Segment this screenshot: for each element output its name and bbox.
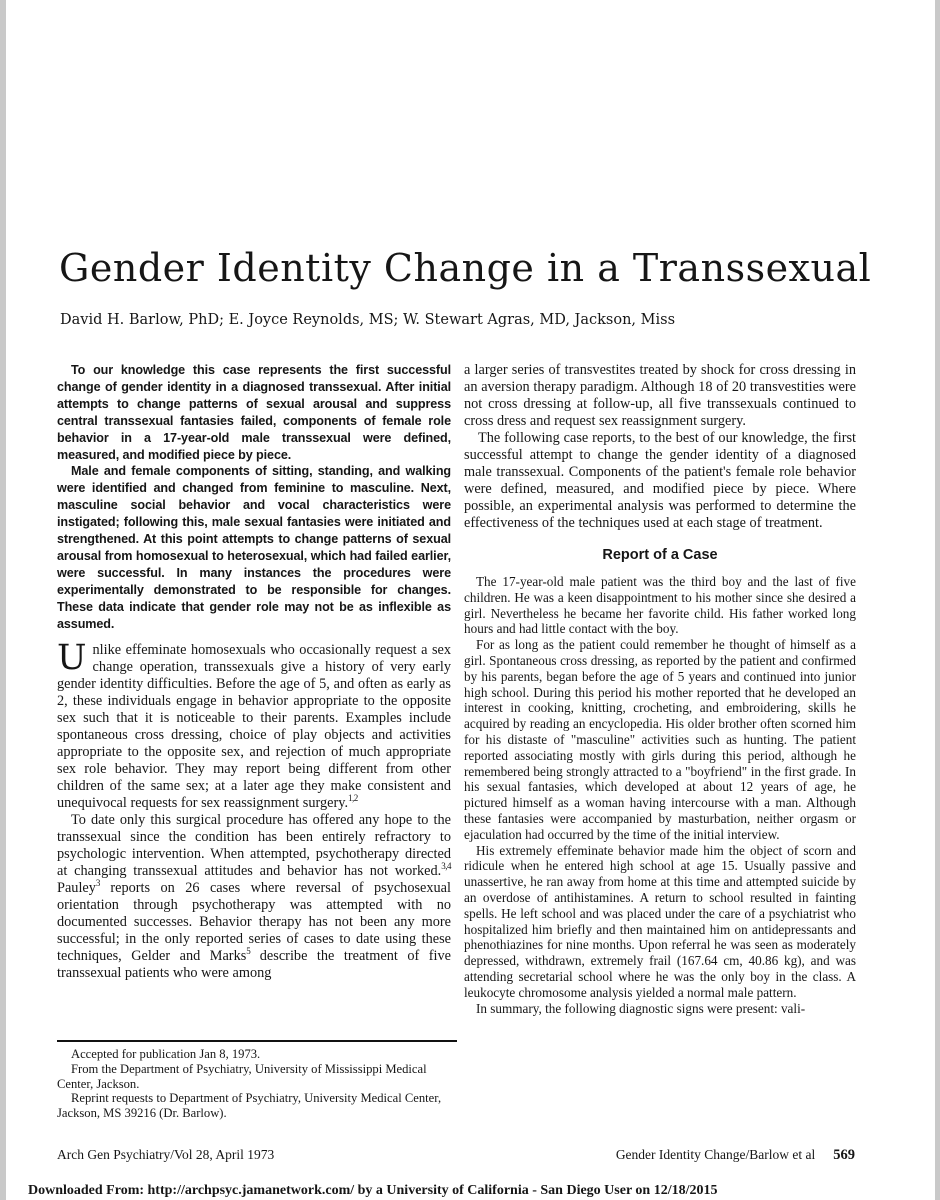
download-watermark: Downloaded From: http://archpsyc.jamanetwork.com/ by a University of California - San Diego User on 12/18/2015 <box>28 1183 718 1198</box>
abstract-paragraph-2: Male and female components of sitting, standing, and walking were identified and changed from feminine to masculine. Next, masculine social behavior and vocal characteristics were instigated; following this, male sexual fantasies were initiated and strengthened. At this point attempts to change patterns of sexual arousal from homosexual to heterosexual, which had failed earlier, were successful. In many instances the procedures were experimentally demonstrated to be responsible for changes. These data indicate that gender role may not be as inflexible as assumed. <box>57 464 451 631</box>
section-heading-report-of-a-case: Report of a Case <box>602 547 718 563</box>
page-number: 569 <box>833 1147 855 1163</box>
case-paragraph-2: For as long as the patient could remember he thought of himself as a girl. Spontaneous cross dressing, as reported by the patient and confirmed by his parents, began before the age of 5 years and continued into junior high school. During this period his mother reported that he developed an interest in cooking, knitting, crocheting, and embroidering, skills he acquired by reading an encyclopedia. His older brother often scorned him for his distaste of "masculine" activities such as hunting. The patient reported associating mostly with girls during this period, although he remembered being strongly attracted to a "boyfriend" in the first grade. In his sexual fantasies, which developed at about 12 years of age, he pictured himself as a woman having intercourse with a man. Although these fantasies were accompanied by masturbation, neither orgasm or ejaculation had occurred by the time of the initial interview. <box>464 637 856 842</box>
intro-paragraph-1 <box>57 637 451 812</box>
reference-superscript: 5 <box>246 945 251 956</box>
page-title: Gender Identity Change in a Transsexual <box>59 246 872 290</box>
intro-paragraph-1-text: nlike effeminate homosexuals who occasionally request a sex change operation, transsexuals give a history of very early gender identity difficulties. Before the age of 5, and often as early as 2, these individuals engage in behavior appropriate to the opposite sex such that it is noticeable to their parents. Examples include spontaneous cross dressing, choice of play objects and activities appropriate to the opposite sex, and rejection of much appropriate sex role behavior. They may report being different from other children of the same sex; at a later age they make consistent and unequivocal requests for sex reassignment surgery. <box>57 641 451 811</box>
scan-edge-left <box>0 0 6 1200</box>
running-head: Gender Identity Change/Barlow et al <box>615 1147 816 1162</box>
journal-citation: Arch Gen Psychiatry/Vol 28, April 1973 <box>57 1147 275 1162</box>
intro-paragraph-2-text-b: Pauley <box>57 879 96 896</box>
footnote-reprints: Reprint requests to Department of Psychiatry, University Medical Center, Jackson, MS 39216 (Dr. Barlow). <box>57 1091 442 1121</box>
scan-edge-right <box>935 0 940 1200</box>
case-paragraph-4: In summary, the following diagnostic signs were present: vali- <box>476 1000 806 1016</box>
page-footer <box>57 1147 855 1164</box>
intro-paragraph-2-text-d: describe the treatment of five transsexual patients who were among <box>57 947 451 981</box>
reference-superscript: 1,2 <box>348 792 358 803</box>
intro-paragraph-2-text-c: reports on 26 cases where reversal of psychosexual orientation through psychotherapy was attempted with no documented successes. Behavior therapy has not been any more successful; in the only reported series of cases to date using these techniques, Gelder and Marks <box>57 879 451 964</box>
introduction-continued <box>464 362 856 532</box>
column-right <box>464 362 856 1016</box>
introduction <box>57 637 451 982</box>
intro-paragraph-4: The following case reports, to the best of our knowledge, the first successful attempt to change the gender identity of a diagnosed male transsexual. Components of the patient's female role behavior were defined, measured, and modified piece by piece. Where possible, an experimental analysis was performed to determine the effectiveness of the techniques used at each stage of treatment. <box>464 430 856 531</box>
authors-line: David H. Barlow, PhD; E. Joyce Reynolds, MS; W. Stewart Agras, MD, Jackson, Miss <box>60 312 676 328</box>
intro-paragraph-2 <box>57 812 451 982</box>
footnote-affiliation: From the Department of Psychiatry, University of Mississippi Medical Center, Jackson. <box>57 1061 427 1091</box>
running-head-group <box>616 1147 855 1164</box>
reference-superscript: 3 <box>95 877 100 888</box>
author-footnote <box>57 1040 457 1121</box>
reference-superscript: 3,4 <box>441 860 451 871</box>
case-report <box>464 574 856 1016</box>
case-paragraph-1: The 17-year-old male patient was the third boy and the last of five children. He was a keen disappointment to his mother since she desired a girl. Nevertheless he became her favorite child. His father worked long hours and had little contact with the boy. <box>464 574 856 637</box>
abstract-paragraph-1: To our knowledge this case represents the first successful change of gender identity in a diagnosed transsexual. After initial attempts to change patterns of sexual arousal and suppress central transsexual fantasies failed, components of female role behavior in a 17-year-old male transsexual were defined, measured, and modified piece by piece. <box>57 363 451 462</box>
footnote-accepted: Accepted for publication Jan 8, 1973. <box>71 1047 261 1061</box>
column-left <box>57 362 451 982</box>
intro-paragraph-2-text-a: To date only this surgical procedure has offered any hope to the transsexual since the condition has been entirely refractory to psychologic intervention. When attempted, psychotherapy directed at changing transsexual attitudes and behavior has not worked. <box>57 811 451 879</box>
intro-paragraph-3: a larger series of transvestites treated by shock for cross dressing in an aversion therapy paradigm. Although 18 of 20 transvestities were not cross dressing at follow-up, all five transsexuals continued to cross dress and request sex reassignment surgery. <box>464 362 856 429</box>
case-paragraph-3: His extremely effeminate behavior made him the object of scorn and ridicule when he entered high school at age 15. Usually passive and unassertive, he ran away from home at this time and attempted suicide by an overdose of antihistamines. A return to school resulted in fainting spells. He left school and was placed under the care of a psychiatrist who hospitalized him briefly and then maintained him on antidepressants and phenothiazines for nine months. Upon referral he was seen as moderately depressed, withdrawn, extremely frail (167.64 cm, 40.86 kg), and was attending secretarial school where he was the only boy in the class. A leukocyte chromosome analysis yielded a normal male pattern. <box>464 842 856 1000</box>
drop-cap: U <box>57 637 87 678</box>
abstract <box>57 362 451 633</box>
